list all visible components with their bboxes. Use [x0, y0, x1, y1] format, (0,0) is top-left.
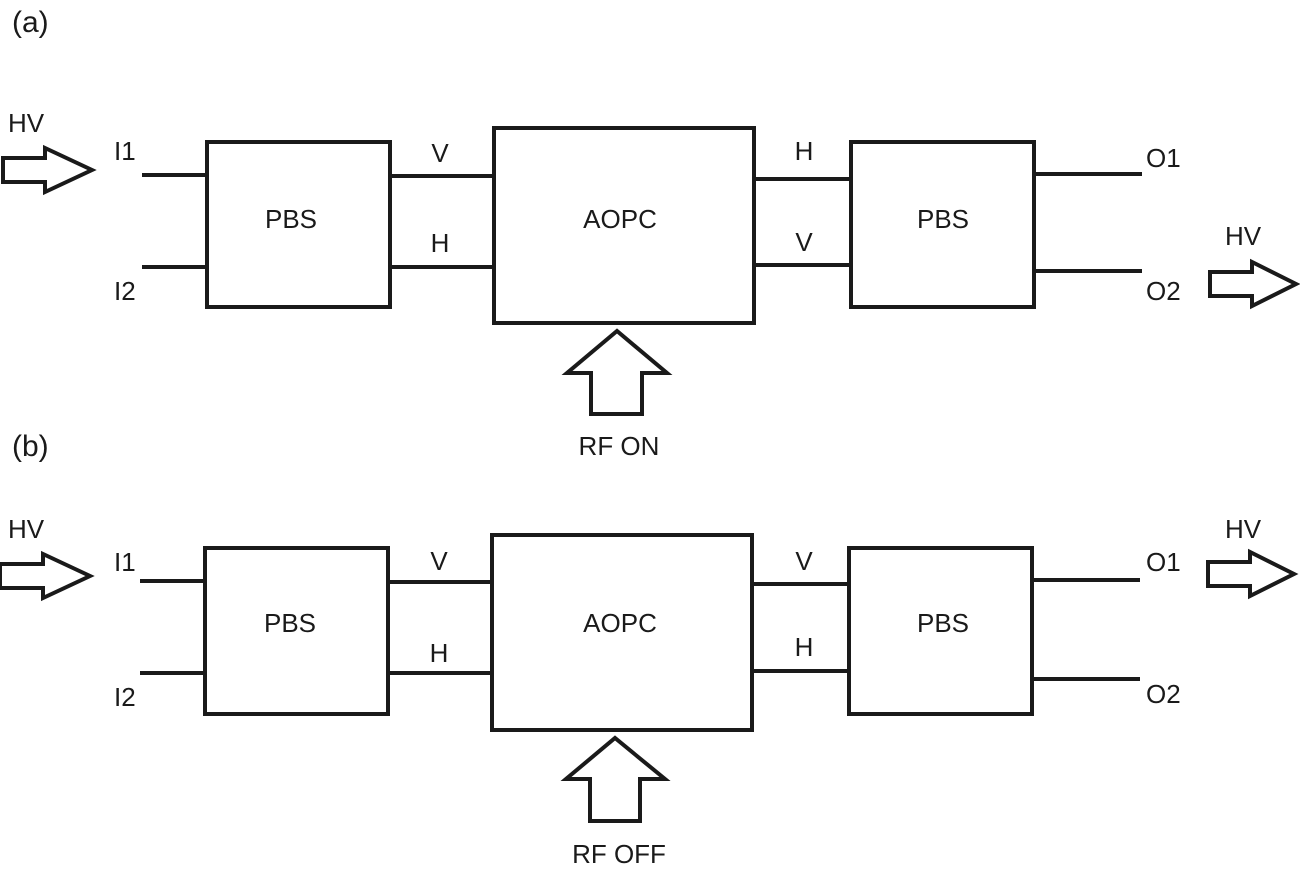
panel-b-left-lower-pol: H: [429, 638, 449, 668]
panel-a-output-arrow: [1210, 262, 1296, 306]
panel-b-right-lower-pol: H: [794, 632, 814, 662]
panel-a-label: (a): [12, 6, 49, 39]
panel-b-right-upper-pol: V: [795, 546, 813, 576]
panel-b-input-arrow: [0, 554, 90, 598]
panel-a-input-1-label: I1: [114, 136, 136, 166]
panel-b-output-1-label: O1: [1146, 547, 1181, 577]
panel-a-aopc-label: AOPC: [583, 204, 657, 234]
panel-a-input-arrow: [3, 148, 92, 192]
panel-a-input-2-label: I2: [114, 276, 136, 306]
panel-b-input-1-label: I1: [114, 547, 136, 577]
panel-b-output-2-label: O2: [1146, 679, 1181, 709]
panel-a-pbs-left-label: PBS: [264, 204, 318, 234]
panel-b-label: (b): [12, 430, 49, 463]
panel-b-pbs-right-label: PBS: [916, 608, 970, 638]
panel-b-rf-label: RF OFF: [572, 839, 666, 869]
panel-a: [3, 6, 1296, 461]
panel-a-left-upper-pol: V: [431, 138, 449, 168]
panel-a-rf-label: RF ON: [578, 431, 660, 461]
panel-b-output-hv-label: HV: [1225, 514, 1262, 544]
panel-a-right-upper-pol: H: [794, 136, 814, 166]
panel-a-rf-arrow: [567, 331, 667, 414]
panel-a-right-lower-pol: V: [795, 227, 813, 257]
panel-a-pbs-right-label: PBS: [916, 204, 970, 234]
panel-b-left-upper-pol: V: [430, 546, 448, 576]
panel-b-pbs-left-label: PBS: [263, 608, 317, 638]
panel-b: [0, 430, 1294, 869]
panel-a-left-lower-pol: H: [430, 228, 450, 258]
panel-b-aopc-label: AOPC: [583, 608, 657, 638]
panel-b-input-2-label: I2: [114, 682, 136, 712]
panel-a-output-1-label: O1: [1146, 143, 1181, 173]
panel-a-output-hv-label: HV: [1225, 221, 1262, 251]
panel-a-input-hv-label: HV: [8, 108, 45, 138]
panel-b-input-hv-label: HV: [8, 514, 45, 544]
panel-a-output-2-label: O2: [1146, 276, 1181, 306]
panel-b-rf-arrow: [566, 738, 665, 821]
panel-b-output-arrow: [1208, 552, 1294, 596]
